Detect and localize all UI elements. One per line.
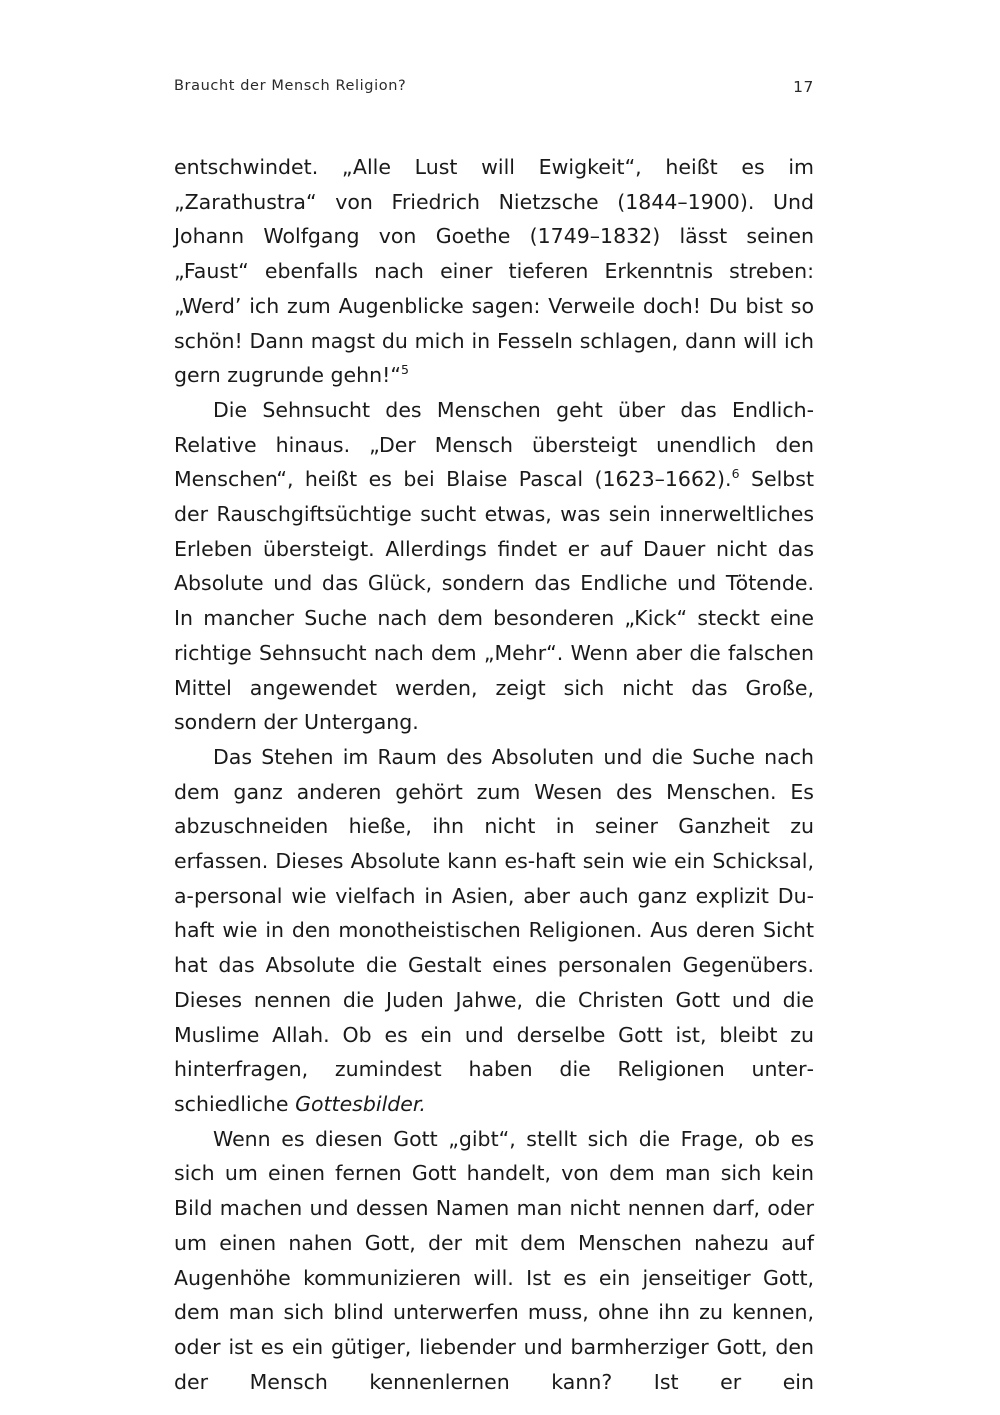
page-number: 17 [793,78,814,96]
body-text [174,150,814,1399]
running-title: Braucht der Mensch Religion? [174,78,407,94]
paragraph-4 [174,1122,814,1400]
paragraph-3-emphasis: Gottesbilder. [295,1091,426,1116]
paragraph-2 [174,393,814,740]
paragraph-4-text: Wenn es diesen Gott „gibt“, stellt sich die Frage, ob es sich um einen fernen Gott handelt, von dem man sich kein Bild machen und dessen Namen man nicht nennen darf, oder um einen nahen Gott, der mit dem Menschen nahezu auf Augenhöhe kommunizieren will. Ist es ein jenseitiger Gott, dem man sich blind unterwerfen muss, ohne ihn zu kennen, oder ist es ein gütiger, liebender und barmherziger Gott, den der Mensch kennenlernen kann? Ist er ein [174,1126,814,1394]
footnote-ref-5[interactable]: 5 [400,362,409,378]
running-header [174,78,814,100]
paragraph-2-text-a: Die Sehnsucht des Menschen geht über das Endlich-Relative hinaus. „Der Mensch übersteigt unendlich den Menschen“, heißt es bei Blaise Pascal (1623–1662). [174,397,814,492]
footnote-ref-6[interactable]: 6 [731,466,740,482]
paragraph-1 [174,150,814,393]
paragraph-2-text-b: Selbst der Rauschgiftsüchtige sucht etwas, was sein innerweltliches Erleben übersteigt. Allerdings findet er auf Dauer nicht das Absolute und das Glück, sondern das Endliche und Tötende. In mancher Suche nach dem besonderen „Kick“ steckt eine richtige Sehnsucht nach dem „Mehr“. Wenn aber die falschen Mittel angewendet werden, zeigt sich nicht das Große, sondern der Untergang. [174,467,814,735]
paragraph-1-text: entschwindet. „Alle Lust will Ewigkeit“, heißt es im „Zarathustra“ von Friedrich Nietzsche (1844–1900). Und Johann Wolfgang von Goethe (1749–1832) lässt seinen „Faust“ ebenfalls nach einer tieferen Erkenntnis streben: „Werd’ ich zum Augenblicke sagen: Verweile doch! Du bist so schön! Dann magst du mich in Fesseln schlagen, dann will ich gern zugrunde gehn!“ [174,155,814,388]
paragraph-3-text: Das Stehen im Raum des Absoluten und die Suche nach dem ganz anderen gehört zum Wesen des Menschen. Es abzuschneiden hieße, ihn nicht in seiner Ganzheit zu erfassen. Dieses Absolute kann es-haft sein wie ein Schicksal, a-personal wie vielfach in Asien, aber auch ganz explizit Du-haft wie in den monotheistischen Religionen. Aus deren Sicht hat das Absolute die Gestalt eines personalen Gegenübers. Dieses nennen die Juden Jahwe, die Christen Gott und die Muslime Allah. Ob es ein und derselbe Gott ist, bleibt zu hinterfragen, zumindest haben die Religionen unterschiedliche [174,744,814,1116]
paragraph-3 [174,740,814,1122]
